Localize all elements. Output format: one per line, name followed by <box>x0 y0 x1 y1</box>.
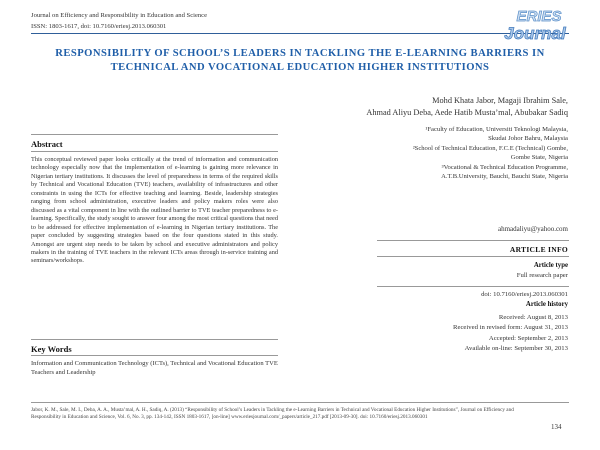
abstract-text: This conceptual reviewed paper looks critically at the trend of information and communication technology especially now that the implementation of e-learning is gaining more relevance in Nigerian tertiary institutions. It discusses the level of preparedness in terms of the required skills by Technical and Vocational Education (TVE) teachers, availability of infrastructures and other constraints in using the ICTs for effective teaching and learning. Beside, leadership strategies ranging from school administration, executive leaders and policy makers roles were also discussed as a vital component in line with the outlined barrier to TVE teacher preparedness to e-learning. Specifically, the study sought to answer four among the most critical questions that need to be addressed for effective implementation of e-learning in Nigerian tertiary institutions. The paper concluded by suggesting strategies based on the four questions stated in this study. Amongst are urgent step needs to be taken by school and executive administrators and policy makers in the training of TVE teachers in the relevant ICTs areas through in-service training and seminars/workshops. <box>31 156 278 265</box>
citation-text: Jabor, K. M., Sale, M. I., Deba, A. A., Musta’mal, A. H., Sadiq, A. (2013) “Responsibility of School’s Leaders in Tackling the e-Learning Barriers in Technical and Vocational Education Higher Institutions”, Journal on Efficiency and Responsibility in Education and Science, Vol. 6, No. 3, pp. 134-142, ISSN 1803-1617, [on-line] www.eriesjournal.com/_papers/article_217.pdf [2013-09-30]. doi: 10.7160/eriesj.2013.060301 <box>31 407 514 421</box>
page-number: 134 <box>551 423 562 431</box>
article-doi[interactable]: doi: 10.7160/eriesj.2013.060301 <box>481 291 568 298</box>
authors-line-2: Ahmad Aliyu Deba, Aede Hatib Musta’mal, Abubakar Sadiq <box>366 108 568 118</box>
header-divider <box>31 33 569 34</box>
article-type-label: Article type <box>533 262 568 269</box>
author-list <box>366 95 568 119</box>
corresponding-email[interactable]: ahmadaliyu@yahoo.com <box>497 225 568 233</box>
keywords-top-divider <box>31 339 278 340</box>
abstract-heading: Abstract <box>31 139 63 149</box>
abstract-top-divider <box>31 134 278 135</box>
article-info-heading-divider <box>377 256 569 257</box>
paper-title: RESPONSIBILITY OF SCHOOL’S LEADERS IN TACKLING THE E-LEARNING BARRIERS IN TECHNICAL AND VOCATIONAL EDUCATION HIGHER INSTITUTIONS <box>55 48 545 74</box>
keywords-text: Information and Communication Technology (ICTs), Technical and Vocational Education TVE Teachers and Leadership <box>31 360 278 376</box>
history-item: Available on-line: September 30, 2013 <box>464 344 568 352</box>
journal-name: Journal on Efficiency and Responsibility in Education and Science <box>31 12 208 19</box>
abstract-heading-divider <box>31 151 278 152</box>
article-history <box>453 313 568 354</box>
article-history-label: Article history <box>525 301 568 308</box>
svg-text:Journal: Journal <box>504 24 566 43</box>
affiliation-line: Gombe State, Nigeria <box>510 154 568 162</box>
authors-line-1: Mohd Khata Jabor, Magaji Ibrahim Sale, <box>432 96 568 105</box>
svg-text:ERIES: ERIES <box>516 8 562 25</box>
eries-journal-logo <box>497 5 571 43</box>
doi-divider <box>377 286 569 287</box>
article-type-value: Full research paper <box>516 272 568 279</box>
affiliations <box>338 125 568 181</box>
history-item: Received in revised form: August 31, 2013 <box>453 324 568 332</box>
keywords-heading: Key Words <box>31 344 72 354</box>
affiliation-line: ³Vocational & Technical Education Programme, <box>441 163 568 171</box>
article-info-heading: ARTICLE INFO <box>509 245 568 254</box>
footer-divider <box>31 402 569 403</box>
article-info-top-divider <box>377 240 569 241</box>
journal-issn: ISSN: 1803-1617, doi: 10.7160/eriesj.2013.060301 <box>31 23 167 30</box>
keywords-heading-divider <box>31 355 278 356</box>
affiliation-line: ¹Faculty of Education, Universiti Teknologi Malaysia, <box>425 126 568 133</box>
history-item: Received: August 8, 2013 <box>498 314 568 321</box>
history-item: Accepted: September 2, 2013 <box>488 334 568 342</box>
affiliation-line: Skudai Johor Bahru, Malaysia <box>488 135 568 143</box>
affiliation-line: A.T.B.University, Bauchi, Bauchi State, Nigeria <box>441 173 568 181</box>
affiliation-line: ²School of Technical Education, F.C.E (Technical) Gombe, <box>412 144 568 152</box>
